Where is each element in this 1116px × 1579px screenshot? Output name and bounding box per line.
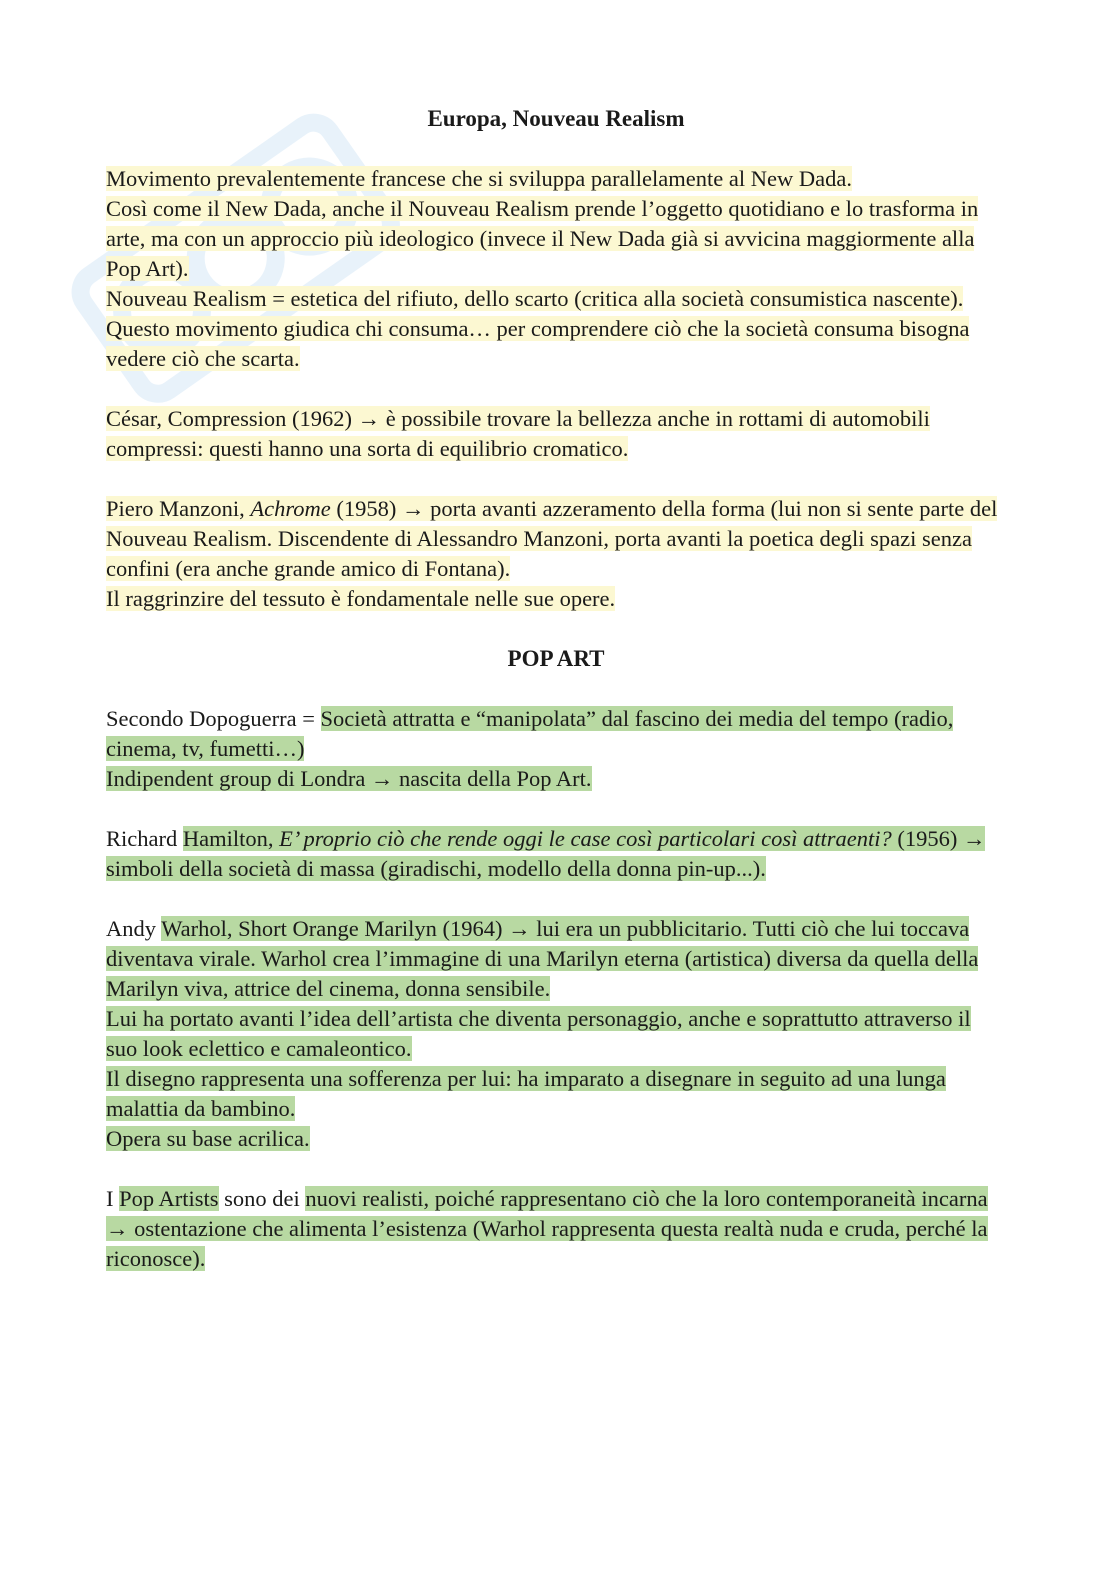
highlight-text: Hamilton, <box>182 826 280 851</box>
highlight-text: Il disegno rappresenta una sofferenza per lui: ha imparato a disegnare in seguito ad una lunga malattia da bambino. <box>106 1066 946 1121</box>
plain-text: Andy <box>106 916 162 941</box>
highlight-text: Movimento prevalentemente francese che si sviluppa parallelamente al New Dada. <box>106 166 852 191</box>
highlight-text: Opera su base acrilica. <box>106 1126 310 1151</box>
section-title-pop-art: POP ART <box>507 646 605 671</box>
highlight-text: Pop Artists <box>119 1186 219 1211</box>
paragraph-warhol <box>106 914 1006 1154</box>
highlight-text: Così come il New Dada, anche il Nouveau Realism prende l’oggetto quotidiano e lo trasforma in arte, ma con un approccio più ideologico (invece il New Dada già si avvicina maggiormente alla Pop Art). <box>106 196 979 281</box>
highlight-text: César, Compression (1962) → è possibile trovare la bellezza anche in rottami di automobili compressi: questi hanno una sorta di equilibrio cromatico. <box>106 406 930 461</box>
paragraph-nouveau-realism-intro <box>106 164 1006 374</box>
document-page <box>106 104 1006 1274</box>
highlight-text: Warhol, Short Orange Marilyn (1964) → lui era un pubblicitario. Tutti ciò che lui toccava diventava virale. Warhol crea l’immagine di una Marilyn eterna (artistica) diversa da quella della Marilyn viva, attrice del cinema, donna sensibile. <box>106 916 979 1001</box>
highlight-text: Nouveau Realism = estetica del rifiuto, dello scarto (critica alla società consumistica nascente). Questo movimento giudica chi consuma… per comprendere ciò che la società consuma bisogna vedere ciò che scarta. <box>106 286 970 371</box>
paragraph-cesar <box>106 404 1006 464</box>
artwork-title: Achrome <box>250 496 331 521</box>
section-title-nouveau-realism: Europa, Nouveau Realism <box>427 106 685 131</box>
paragraph-hamilton <box>106 824 1006 884</box>
highlight-text: Società attratta e “manipolata” dal fascino dei media del tempo (radio, cinema, tv, fumetti…) <box>106 706 954 761</box>
paragraph-pop-artists <box>106 1184 1006 1274</box>
artwork-title: E’ proprio ciò che rende oggi le case così particolari così attraenti? <box>279 826 892 851</box>
highlight-text: Il raggrinzire del tessuto è fondamentale nelle sue opere. <box>106 586 616 611</box>
paragraph-manzoni <box>106 494 1006 614</box>
highlight-text: nuovi realisti, poiché rappresentano ciò che la loro contemporaneità incarna → ostentazione che alimenta l’esistenza (Warhol rappresenta questa realtà nuda e cruda, perché la riconosce). <box>106 1186 988 1271</box>
plain-text: sono dei <box>218 1186 306 1211</box>
highlight-text: Piero Manzoni, <box>106 496 251 521</box>
highlight-text: Lui ha portato avanti l’idea dell’artista che diventa personaggio, anche e soprattutto attraverso il suo look eclettico e camaleontico. <box>106 1006 971 1061</box>
highlight-text: (1956) → simboli della società di massa (giradischi, modello della donna pin-up...). <box>106 826 986 881</box>
highlight-text: (1958) → porta avanti azzeramento della forma (lui non si sente parte del Nouveau Realism. Discendente di Alessandro Manzoni, porta avanti la poetica degli spazi senza confini (era anche grande amico di Fontana). <box>106 496 998 581</box>
highlight-text: Indipendent group di Londra → nascita della Pop Art. <box>106 766 592 791</box>
paragraph-dopoguerra <box>106 704 1006 794</box>
plain-text: I <box>106 1186 120 1211</box>
plain-text: Secondo Dopoguerra = <box>106 706 321 731</box>
plain-text: Richard <box>106 826 183 851</box>
